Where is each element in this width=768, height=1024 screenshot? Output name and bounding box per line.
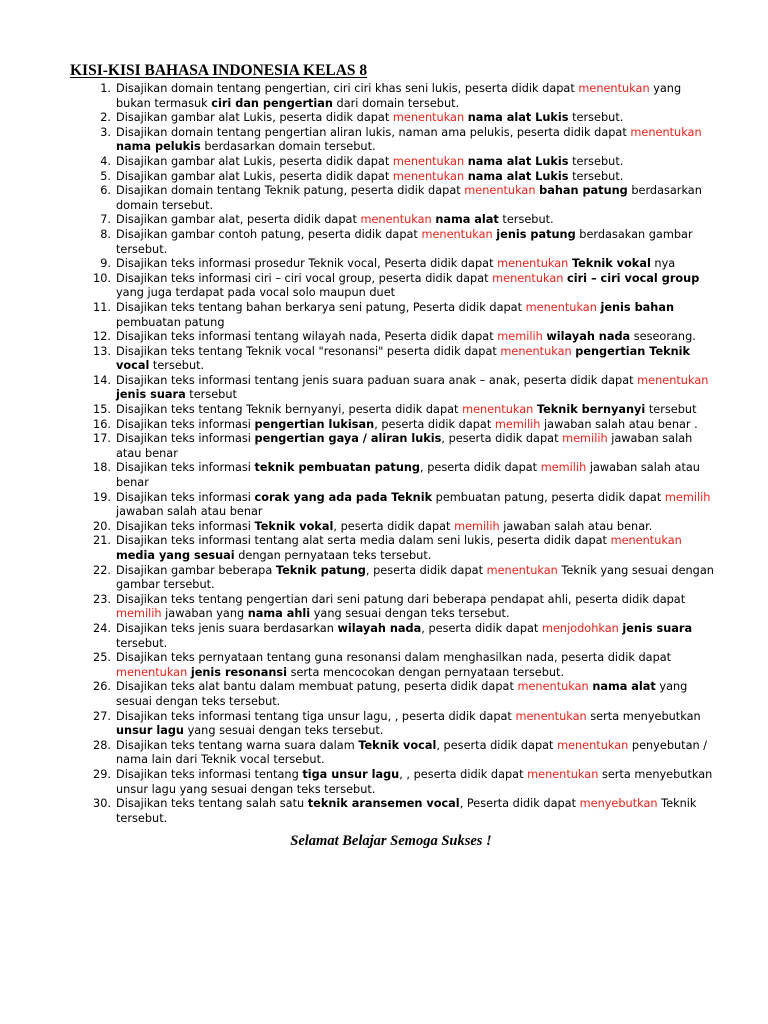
bold-keyword: unsur lagu [116,724,184,738]
highlighted-verb: menentukan [578,82,650,95]
kisi-kisi-list [86,82,716,826]
text-run: Disajikan teks informasi tentang tiga unsur lagu, , peserta didik dapat [116,709,516,723]
item-number: 19. [93,490,111,504]
bold-keyword: teknik pembuatan patung [254,461,421,475]
highlighted-verb: menentukan [500,344,572,358]
item-text [116,461,716,490]
item-number: 14. [93,373,111,387]
item-number: 15. [93,403,111,417]
highlighted-verb: menentukan [392,111,465,125]
item-text [116,680,716,709]
text-run: dengan pernyataan teks tersebut. [234,549,432,562]
text-run: jawaban salah atau benar [116,505,263,519]
text-run: Disajikan teks pernyataan tentang guna resonansi dalam menghasilkan nada, peserta didik dapat [116,651,672,665]
list-item [86,680,716,709]
list-item [86,228,716,257]
item-number: 20. [93,519,111,533]
item-text [116,520,716,535]
item-number: 3. [100,125,111,139]
item-text [116,418,716,433]
list-item [86,534,716,563]
text-run: serta mencocokan dengan pernyataan tersebut. [286,665,565,679]
list-item [86,126,716,155]
list-item [86,330,716,345]
bold-keyword: jenis suara [116,388,186,402]
item-number: 18. [93,461,111,475]
text-run: jawaban salah atau benar . [540,417,698,431]
text-run: yang sesuai dengan teks tersebut. [183,724,384,738]
item-number: 17. [93,432,111,446]
item-text [116,213,716,228]
bold-keyword: ciri dan pengertian [211,96,333,110]
text-run: tersebut. [568,111,624,125]
bold-keyword: jenis bahan [600,300,674,314]
list-item [86,184,716,213]
list-item [86,593,716,622]
highlighted-verb: menentukan [360,213,432,227]
bold-keyword: Teknik patung [275,563,366,577]
item-number: 22. [93,563,111,577]
item-number: 8. [100,227,111,241]
list-item [86,257,716,272]
text-run: tersebut. [568,169,624,183]
text-run: jawaban yang [161,607,248,621]
text-run: Disajikan gambar alat Lukis, peserta didik dapat [116,111,393,125]
item-number: 7. [100,213,111,227]
list-item [86,739,716,768]
text-run: berdasarkan domain tersebut. [116,184,702,212]
text-run: , peserta didik dapat [421,621,542,635]
item-number: 4. [100,154,111,168]
bold-keyword: nama ahli [247,607,311,621]
item-text [116,564,716,593]
item-text [116,228,716,257]
highlighted-verb: menentukan [392,154,465,168]
text-run: Disajikan teks alat bantu dalam membuat patung, peserta didik dapat [116,680,518,694]
text-run: Disajikan gambar beberapa [116,563,276,577]
highlighted-verb: menentukan [517,680,589,694]
bold-keyword: nama pelukis [116,140,201,154]
text-run: pembuatan patung, peserta didik dapat [432,490,665,504]
item-number: 26. [93,680,111,694]
list-item [86,491,716,520]
bold-keyword: nama alat Lukis [467,111,569,125]
text-run: jawaban salah atau benar. [499,519,653,533]
bold-keyword: Teknik bernyanyi [536,403,646,417]
item-number: 24. [93,621,111,635]
list-item [86,374,716,403]
text-run: Disajikan teks informasi [116,461,255,475]
text-run: dari domain tersebut. [332,96,460,110]
text-run: Disajikan gambar alat Lukis, peserta didik dapat [116,169,393,183]
bold-keyword: corak yang ada pada Teknik [254,490,433,504]
text-run: tersebut [185,388,237,402]
highlighted-verb: menentukan [492,271,564,285]
item-number: 11. [93,300,111,314]
item-text [116,622,716,651]
text-run: , , peserta didik dapat [399,767,528,781]
text-run: Disajikan domain tentang pengertian, ciri ciri khas seni lukis, peserta didik dapat [116,82,579,95]
text-run: Disajikan teks tentang salah satu [116,797,308,811]
highlighted-verb: menentukan [497,257,569,271]
text-run: Teknik yang sesuai dengan gambar tersebut. [116,563,714,592]
item-number: 16. [93,417,111,431]
list-item [86,213,716,228]
item-text [116,768,716,797]
highlighted-verb: menentukan [557,738,629,752]
text-run: Disajikan teks tentang pengertian dari seni patung dari beberapa pendapat ahli, peserta didik dapat [116,592,686,606]
item-text [116,272,716,301]
highlighted-verb: menentukan [515,709,587,723]
text-run: Disajikan domain tentang Teknik patung, peserta didik dapat [116,184,465,198]
item-number: 28. [93,738,111,752]
highlighted-verb: menentukan [116,665,188,679]
bold-keyword: jenis resonansi [190,665,287,679]
highlighted-verb: memilih [454,519,500,533]
text-run: Disajikan gambar contoh patung, peserta didik dapat [116,227,422,241]
item-text [116,403,716,418]
highlighted-verb: menentukan [525,300,597,314]
closing-message: Selamat Belajar Semoga Sukses ! [290,833,492,849]
item-number: 30. [93,797,111,811]
item-text [116,82,716,111]
highlighted-verb: menentukan [630,125,702,139]
text-run: Disajikan teks informasi tentang [116,767,303,781]
highlighted-verb: menentukan [421,227,493,241]
text-run: yang sesuai dengan teks tersebut. [310,607,510,621]
text-run: , Peserta didik dapat [459,797,580,811]
item-text [116,651,716,680]
highlighted-verb: menentukan [462,403,534,417]
text-run: pembuatan patung [116,315,225,329]
item-number: 27. [93,709,111,723]
bold-keyword: wilayah nada [546,330,631,344]
bold-keyword: pengertian Teknik vocal [116,344,691,373]
text-run: Disajikan teks informasi [116,432,255,446]
list-item [86,797,716,826]
highlighted-verb: memilih [562,432,608,446]
text-run: seseorang. [630,330,696,344]
text-run: Disajikan teks informasi ciri – ciri vocal group, peserta didik dapat [116,271,493,285]
item-text [116,593,716,622]
text-run: Teknik tersebut. [116,797,697,825]
text-run: Disajikan teks tentang Teknik bernyanyi, peserta didik dapat [116,403,463,417]
item-text [116,111,716,126]
highlighted-verb: memilih [497,330,543,344]
text-run: Disajikan gambar alat, peserta didik dapat [116,213,361,227]
highlighted-verb: menentukan [527,767,599,781]
item-text [116,126,716,155]
text-run: tersebut. [568,154,624,168]
text-run: serta menyebutkan unsur lagu yang sesuai dengan teks tersebut. [116,767,713,796]
bold-keyword: media yang sesuai [116,549,235,562]
item-text [116,710,716,739]
text-run: Disajikan domain tentang pengertian aliran lukis, naman ama pelukis, peserta didik dapat [116,125,631,139]
highlighted-verb: menyebutkan [579,797,658,811]
list-item [86,272,716,301]
item-text [116,797,716,826]
item-text [116,739,716,768]
bold-keyword: Teknik vokal [571,257,651,271]
text-run: yang juga terdapat pada vocal solo maupun duet [116,286,396,300]
item-number: 25. [93,651,111,665]
list-item [86,768,716,797]
item-text [116,301,716,330]
item-text [116,432,716,461]
text-run: , peserta didik dapat [436,738,558,752]
item-number: 29. [93,767,111,781]
item-number: 2. [100,111,111,125]
list-item [86,564,716,593]
item-text [116,534,716,563]
bold-keyword: pengertian lukisan [254,417,375,431]
text-run: serta menyebutkan [586,709,701,723]
highlighted-verb: memilih [540,461,587,475]
text-run: Disajikan teks tentang bahan berkarya seni patung, Peserta didik dapat [116,300,526,314]
text-run: jawaban salah atau benar [116,432,693,460]
highlighted-verb: menentukan [464,184,536,198]
list-item [86,622,716,651]
text-run: Disajikan teks informasi [116,490,255,504]
item-number: 10. [93,271,111,285]
list-item [86,170,716,185]
list-item [86,345,716,374]
highlighted-verb: memilih [116,607,162,621]
list-item [86,651,716,680]
item-text [116,155,716,170]
bold-keyword: ciri – ciri vocal group [567,271,700,285]
bold-keyword: nama alat Lukis [467,154,569,168]
list-item [86,418,716,433]
text-run: Disajikan teks informasi [116,417,255,431]
text-run: Disajikan gambar alat Lukis, peserta didik dapat [116,154,393,168]
bold-keyword: tiga unsur lagu [302,767,400,781]
highlighted-verb: menentukan [486,563,558,577]
item-text [116,491,716,520]
bold-keyword: Teknik vokal [254,519,334,533]
item-text [116,345,716,374]
text-run: , peserta didik dapat [420,461,541,475]
text-run: Disajikan teks informasi [116,519,255,533]
highlighted-verb: menentukan [392,169,465,183]
list-item [86,710,716,739]
list-item [86,403,716,418]
item-number: 5. [100,169,111,183]
item-number: 12. [93,330,111,344]
item-text [116,170,716,185]
document-title: KISI-KISI BAHASA INDONESIA KELAS 8 [70,62,368,79]
highlighted-verb: menjodohkan [541,621,619,635]
bold-keyword: wilayah nada [337,621,422,635]
item-number: 13. [93,344,111,358]
text-run: tersebut [645,403,697,417]
text-run: Disajikan teks informasi tentang wilayah nada, Peserta didik dapat [116,330,498,344]
highlighted-verb: memilih [664,490,711,504]
list-item [86,155,716,170]
text-run: yang bukan termasuk [116,82,682,110]
text-run: , peserta didik dapat [441,432,563,446]
item-text [116,330,716,345]
text-run: yang sesuai dengan teks tersebut. [116,680,688,708]
bold-keyword: Teknik vocal [358,738,437,752]
highlighted-verb: menentukan [637,373,709,387]
text-run: Disajikan teks informasi tentang alat serta media dalam seni lukis, peserta didik dapat [116,534,611,548]
text-run: Disajikan teks jenis suara berdasarkan [116,621,338,635]
bold-keyword: nama alat Lukis [467,169,569,183]
item-text [116,374,716,403]
highlighted-verb: menentukan [610,534,682,548]
list-item [86,461,716,490]
bold-keyword: pengertian gaya / aliran lukis [254,432,442,446]
text-run: , peserta didik dapat [333,519,455,533]
text-run: jawaban salah atau benar [116,461,700,490]
text-run: Disajikan teks tentang warna suara dalam [116,738,359,752]
highlighted-verb: memilih [494,417,541,431]
text-run: nya [650,257,676,271]
list-item [86,520,716,535]
item-number: 6. [100,184,111,198]
bold-keyword: nama alat [435,213,499,227]
bold-keyword: jenis patung [496,227,576,241]
item-number: 21. [93,534,111,548]
item-number: 1. [100,82,111,95]
item-text [116,184,716,213]
text-run: , peserta didik dapat [365,563,487,577]
list-item [86,111,716,126]
bold-keyword: jenis suara [622,621,693,635]
text-run: Disajikan teks informasi prosedur Teknik vocal, Peserta didik dapat [116,257,498,271]
bold-keyword: bahan patung [539,184,628,198]
list-item [86,432,716,461]
bold-keyword: nama alat [592,680,656,694]
text-run: tersebut. [116,636,168,650]
text-run: Disajikan teks tentang Teknik vocal "resonansi" peserta didik dapat [116,344,501,358]
text-run: penyebutan / nama lain dari Teknik vocal tersebut. [116,738,708,767]
item-text [116,257,716,272]
item-number: 23. [93,592,111,606]
text-run: tersebut. [498,213,554,227]
list-item [86,301,716,330]
text-run: tersebut. [149,359,205,373]
item-number: 9. [100,257,111,271]
text-run: berdasakan gambar tersebut. [116,227,693,256]
text-run: Disajikan teks informasi tentang jenis suara paduan suara anak – anak, peserta didik dapat [116,373,638,387]
bold-keyword: teknik aransemen vocal [307,797,460,811]
text-run: , peserta didik dapat [374,417,495,431]
list-item [86,82,716,111]
text-run: berdasarkan domain tersebut. [200,140,376,154]
